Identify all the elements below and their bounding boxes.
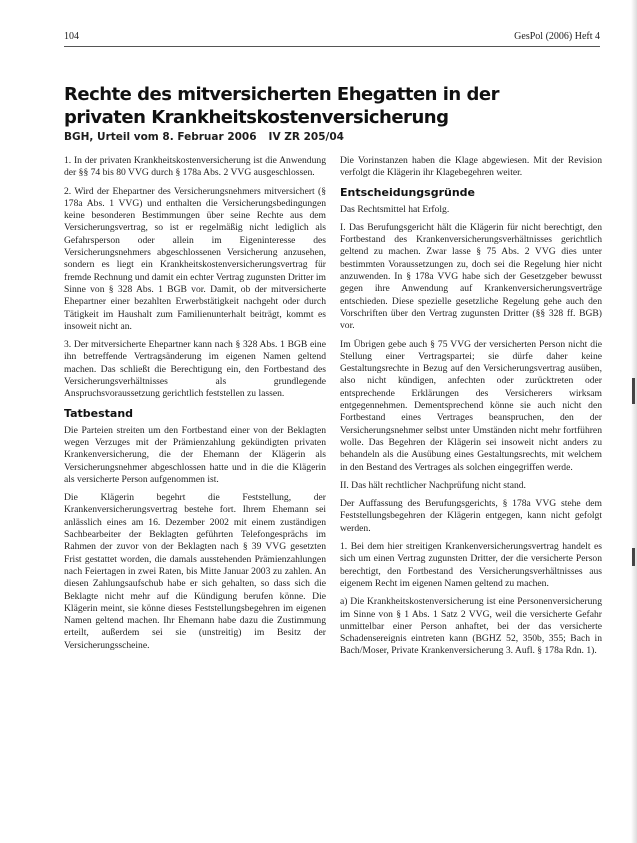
page-number: 104 <box>64 31 79 42</box>
scan-edge-shadow <box>631 0 637 843</box>
headnote-3: 3. Der mitversicherte Ehepartner kann nach § 328 Abs. 1 BGB eine ihn betreffende Vertragsänderung im eigenen Namen geltend machen. Das schließt die Berechtigung ein, den Fortbestand des Versicherungsverhältnisses als grundlegende Anspruchsvoraussetzung gerichtlich feststellen zu lassen. <box>64 339 326 400</box>
paragraph: Die Parteien streiten um den Fortbestand einer von der Beklagten wegen Verzuges mit der Prämienzahlung gekündigten privaten Krankenversicherung, die der Ehemann der Klägerin als Versicherungsnehmer abgeschlossen hatte und in die die Klägerin als versicherte Person aufgenommen ist. <box>64 424 326 485</box>
paragraph: 1. Bei dem hier streitigen Krankenversicherungsvertrag handelt es sich um einen Vertrag zugunsten Dritter, der die versicherte Person berechtigt, den Fortbestand des Versicherungsverhältnisses aus eigenem Recht im eigenen Namen geltend zu machen. <box>340 541 602 589</box>
left-column <box>64 155 326 658</box>
decision-reference: BGH, Urteil vom 8. Februar 2006 <box>64 131 257 143</box>
scan-edge-mark <box>632 548 635 566</box>
paragraph: Die Klägerin begehrt die Feststellung, der Krankenversicherungsvertrag bestehe fort. Ihrem Ehemann sei anlässlich eines am 16. Dezember 2002 mit einem zuständigen Sachbearbeiter der Beklagten geführten Telefongesprächs im Rahmen der zuvor von der Beklagten nach § 39 VVG gesetzten Frist gestattet worden, die damals ausstehenden Prämienzahlungen nach Feiertagen in zwei Raten, bis Mitte Januar 2003 zu zahlen. An diesen Zahlungsaufschub habe er sich gehalten, so dass sich die Beklagte nicht mehr auf die Kündigung berufen könne. Die Klägerin meint, sie könne dieses Feststellungsbegehren im eigenen Namen geltend machen. Ihr Ehemann habe dazu die Zustimmung erteilt, außerdem sei sie (unstreitig) im Besitz der Versicherungsscheine. <box>64 492 326 651</box>
running-head <box>64 30 600 44</box>
article-title: Rechte des mitversicherten Ehegatten in der privaten Krankheitskostenversicherung <box>64 84 499 128</box>
section-heading-tatbestand: Tatbestand <box>64 406 134 420</box>
case-number: IV ZR 205/04 <box>268 131 344 143</box>
paragraph: Die Vorinstanzen haben die Klage abgewiesen. Mit der Revision verfolgt die Klägerin ihr Klagebegehren weiter. <box>340 155 602 179</box>
scan-edge-mark <box>632 378 635 404</box>
right-column <box>340 155 602 664</box>
section-heading-entscheidungsgruende: Entscheidungsgründe <box>340 185 475 199</box>
headnote-1: 1. In der privaten Krankheitskostenversicherung ist die Anwendung der §§ 74 bis 80 VVG durch § 178a Abs. 2 VVG ausgeschlossen. <box>64 155 326 179</box>
paragraph: a) Die Krankheitskostenversicherung ist eine Personenversicherung im Sinne von § 1 Abs. 1 Satz 2 VVG, weil die versicherte Gefahr unmittelbar einer Person anhaftet, bei der das versicherte Schadensereignis eintreten kann (BGHZ 52, 350b, 355; Bach in Bach/Moser, Private Krankenversicherung 3. Aufl. § 178a Rdn. 1). <box>340 596 602 657</box>
paragraph: Im Übrigen gebe auch § 75 VVG der versicherten Person nicht die Stellung einer Vertragspartei; sie dürfe daher keine Gestaltungsrechte in Bezug auf den Versicherungsvertrag ausüben, also nicht kündigen, anfechten oder zurücktreten oder entsprechende Erklärungen des Versicherers wirksam entgegennehmen. Dementsprechend könne sie auch nicht den Fortbestand eines Vertrages beanspruchen, den der Versicherungsnehmer selbst unter Umständen nicht mehr fortführen wolle. Das Begehren der Klägerin sei insoweit nicht anders zu behandeln als die Ausübung eines Gestaltungsrechts, mit welchem in den Bestand des Vertrages als solchen eingegriffen werde. <box>340 338 602 473</box>
court-citation <box>64 131 604 144</box>
paragraph: I. Das Berufungsgericht hält die Klägerin für nicht berechtigt, den Fortbestand des Krankenversicherungsverhältnisses gerichtlich geltend zu machen. Zwar lasse § 75 Abs. 2 VVG dies unter bestimmten Voraussetzungen zu, doch sei die Regelung hier nicht anzuwenden. In § 178a VVG habe sich der Gesetzgeber bewusst gegen ihre Anwendung auf Krankenversicherungsverträge entschieden. Diese spezielle gesetzliche Regelung gehe auch den Vorschriften über den Vertrag zugunsten Dritter (§§ 328 ff. BGB) vor. <box>340 221 602 332</box>
paragraph: Das Rechtsmittel hat Erfolg. <box>340 203 450 215</box>
paragraph: II. Das hält rechtlicher Nachprüfung nicht stand. <box>340 479 526 491</box>
journal-reference: GesPol (2006) Heft 4 <box>514 31 600 42</box>
paragraph: Der Auffassung des Berufungsgerichts, § 178a VVG stehe dem Feststellungsbegehren der Klägerin entgegen, kann nicht gefolgt werden. <box>340 498 602 534</box>
headnote-2: 2. Wird der Ehepartner des Versicherungsnehmers mitversichert (§ 178a Abs. 1 VVG) und enthalten die Versicherungsbedingungen keine besonderen Bestimmungen über seine Rechte aus dem Versicherungsvertrag, so ist er regelmäßig nicht lediglich als Gefahrsperson oder allein im Eigeninteresse des Versicherungsnehmers abgeschlossenen Versicherung anzusehen, sondern es liegt ein Krankheitskostenversicherungsvertrag für fremde Rechnung und damit ein echter Vertrag zugunsten Dritter im Sinne von § 328 Abs. 1 BGB vor. Damit, ob der mitversicherte Ehepartner einer bezahlten Erwerbstätigkeit nachgeht oder durch Tätigkeit im Haushalt zum Familienunterhalt beiträgt, kommt es insoweit nicht an. <box>64 185 326 332</box>
header-rule <box>64 46 600 47</box>
